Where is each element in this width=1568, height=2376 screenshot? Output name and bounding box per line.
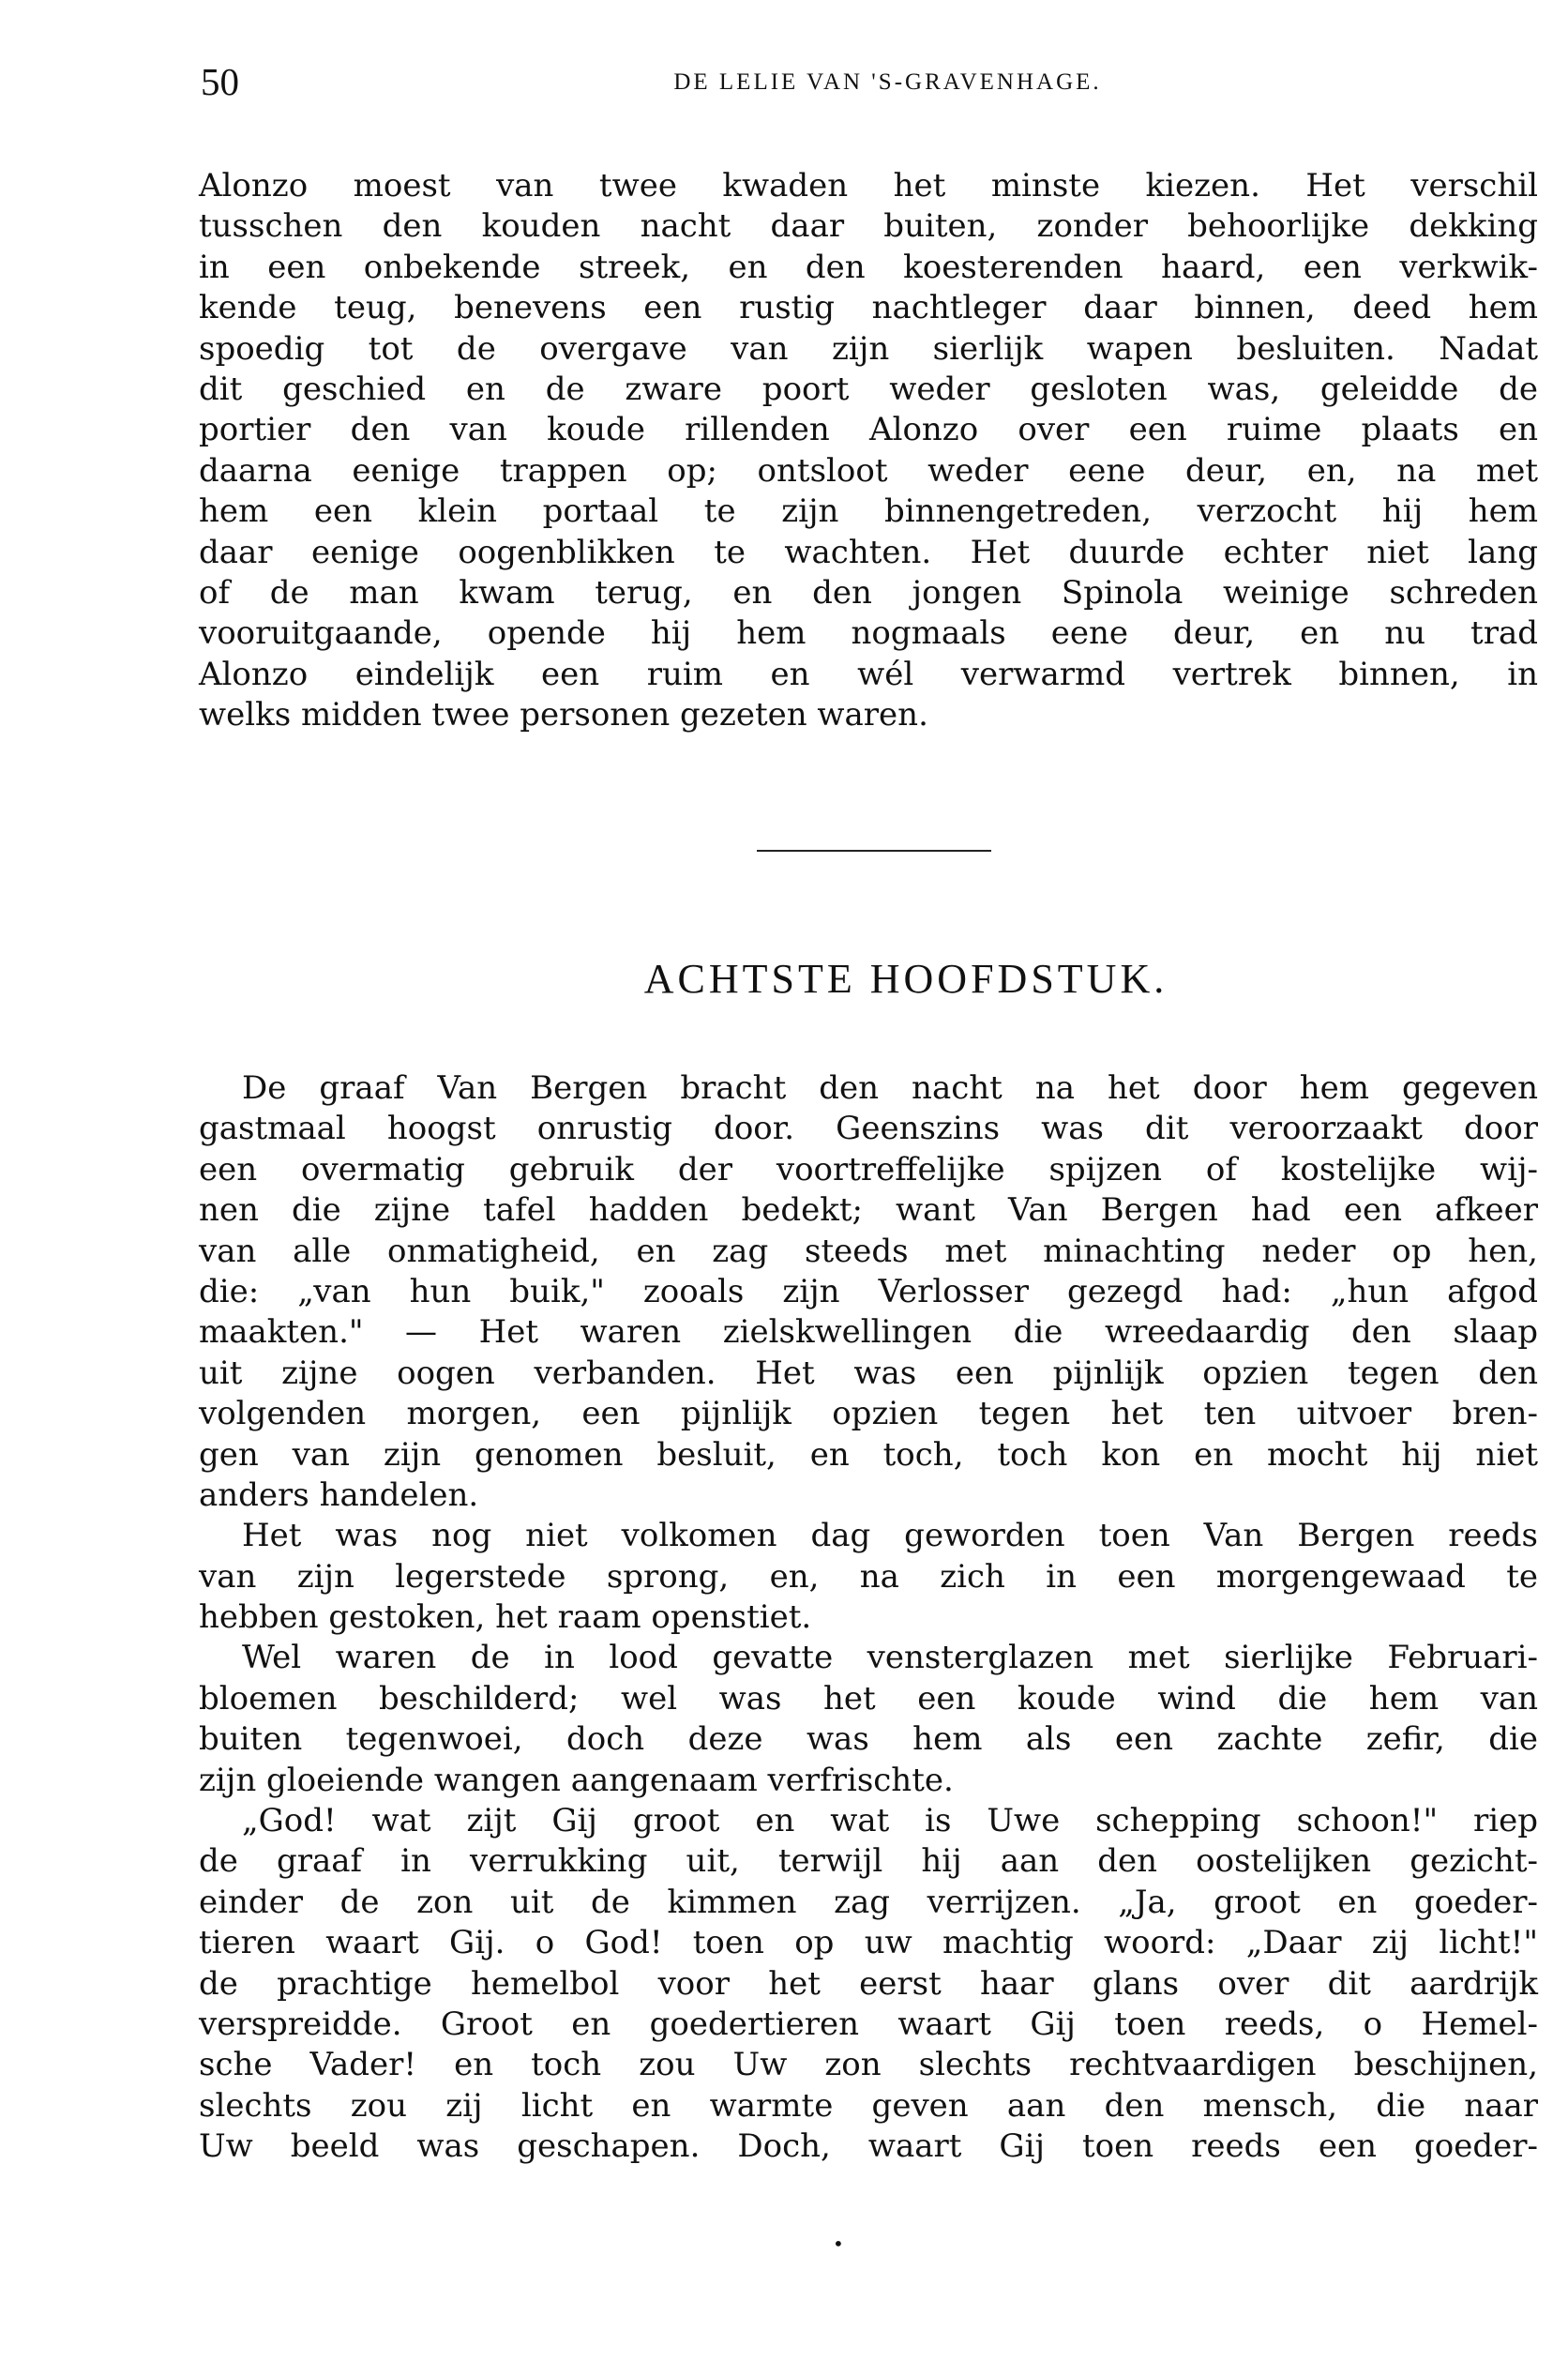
text-line: portier den van koude rillenden Alonzo over een ruime plaats en: [199, 411, 1538, 449]
text-line: gastmaal hoogst onrustig door. Geenszins was dit veroorzaakt door: [199, 1110, 1538, 1148]
text-line: welks midden twee personen gezeten waren.: [199, 696, 928, 734]
text-line: de graaf in verrukking uit, terwijl hij aan den oostelijken gezicht-: [199, 1842, 1538, 1881]
text-line: nen die zijne tafel hadden bedekt; want Van Bergen had een afkeer: [199, 1191, 1538, 1230]
text-line: zijn gloeiende wangen aangenaam verfrischte.: [199, 1761, 954, 1799]
opening-paragraph: [199, 166, 1538, 735]
text-line: kende teug, benevens een rustig nachtleger daar binnen, deed hem: [199, 289, 1538, 327]
text-line: tusschen den kouden nacht daar buiten, zonder behoorlijke dekking: [199, 207, 1538, 246]
text-line: Alonzo eindelijk een ruim en wél verwarmd vertrek binnen, in: [199, 655, 1538, 693]
text-line: tieren waart Gij. o God! toen op uw machtig woord: „Daar zij licht!": [199, 1924, 1538, 1962]
text-line: gen van zijn genomen besluit, en toch, toch kon en mocht hij niet: [199, 1435, 1538, 1474]
text-line: in een onbekende streek, en den koesterenden haard, een verkwik-: [199, 248, 1538, 286]
text-line: die: „van hun buik," zooals zijn Verlosser gezegd had: „hun afgod: [199, 1272, 1538, 1310]
text-line: van zijn legerstede sprong, en, na zich in een morgengewaad te: [199, 1557, 1538, 1596]
text-line: hebben gestoken, het raam openstiet.: [199, 1598, 812, 1637]
text-line: bloemen beschilderd; wel was het een koude wind die hem van: [199, 1679, 1538, 1718]
text-line: vooruitgaande, opende hij hem nogmaals eene deur, en nu trad: [199, 614, 1538, 653]
running-title: DE LELIE VAN 'S-GRAVENHAGE.: [673, 69, 1102, 95]
section-divider: [757, 850, 991, 852]
text-line: Wel waren de in lood gevatte vensterglazen met sierlijke Februari-: [242, 1639, 1538, 1677]
text-line: einder de zon uit de kimmen zag verrijzen. „Ja, groot en goeder-: [199, 1883, 1538, 1921]
text-line: sche Vader! en toch zou Uw zon slechts rechtvaardigen beschijnen,: [199, 2046, 1538, 2084]
text-line: De graaf Van Bergen bracht den nacht na het door hem gegeven: [242, 1069, 1538, 1107]
text-line: daarna eenige trappen op; ontsloot weder eene deur, en, na met: [199, 451, 1538, 490]
text-line: spoedig tot de overgave van zijn sierlijk wapen besluiten. Nadat: [199, 329, 1538, 368]
text-line: de prachtige hemelbol voor het eerst haar glans over dit aardrijk: [199, 1964, 1538, 2003]
text-line: Alonzo moest van twee kwaden het minste kiezen. Het verschil: [199, 167, 1538, 204]
text-line: Het was nog niet volkomen dag geworden toen Van Bergen reeds: [242, 1517, 1538, 1555]
text-line: daar eenige oogenblikken te wachten. Het duurde echter niet lang: [199, 533, 1538, 571]
page-number: 50: [201, 60, 239, 103]
text-line: „God! wat zijt Gij groot en wat is Uwe schepping schoon!" riep: [242, 1802, 1538, 1840]
text-line: maakten." — Het waren zielskwellingen die wreedaardig den slaap: [199, 1313, 1538, 1352]
text-line: buiten tegenwoei, doch deze was hem als een zachte zefir, die: [199, 1720, 1538, 1759]
text-line: een overmatig gebruik der voortreffelijke spijzen of kostelijke wij-: [199, 1150, 1538, 1188]
text-line: dit geschied en de zware poort weder gesloten was, geleidde de: [199, 370, 1538, 408]
text-line: verspreidde. Groot en goedertieren waart Gij toen reeds, o Hemel-: [199, 2005, 1538, 2043]
running-head: [201, 58, 1537, 105]
text-line: volgenden morgen, een pijnlijk opzien tegen het ten uitvoer bren-: [199, 1395, 1538, 1433]
chapter-body: [199, 1068, 1538, 2168]
text-line: hem een klein portaal te zijn binnengetreden, verzocht hij hem: [199, 492, 1538, 531]
text-line: anders handelen.: [199, 1476, 479, 1514]
footer-mark: •: [833, 2232, 844, 2255]
text-line: slechts zou zij licht en warmte geven aan den mensch, die naar: [199, 2086, 1538, 2125]
text-line: uit zijne oogen verbanden. Het was een pijnlijk opzien tegen den: [199, 1354, 1538, 1392]
text-line: of de man kwam terug, en den jongen Spinola weinige schreden: [199, 573, 1538, 612]
chapter-title: ACHTSTE HOOFDSTUK.: [643, 956, 1168, 1002]
text-line: Uw beeld was geschapen. Doch, waart Gij toen reeds een goeder-: [199, 2127, 1538, 2166]
text-line: van alle onmatigheid, en zag steeds met minachting neder op hen,: [199, 1232, 1538, 1270]
